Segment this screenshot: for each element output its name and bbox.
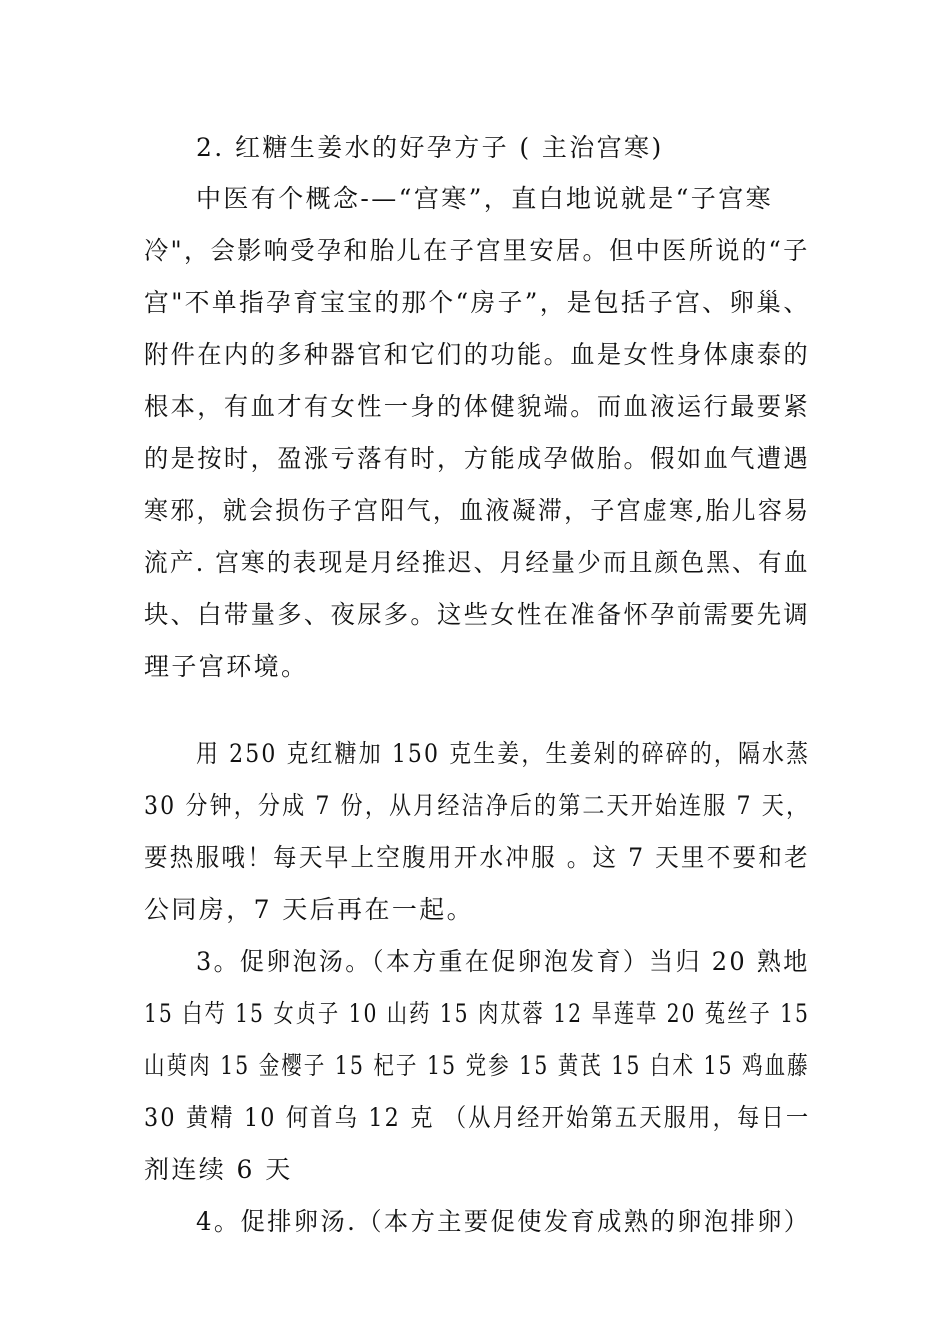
paragraph-line: 冷"，会影响受孕和胎儿在子宫里安居。但中医所说的“子 (144, 236, 810, 265)
paragraph-line: 理子宫环境。 (144, 652, 309, 681)
paragraph-line: 剂连续 6 天 (144, 1155, 293, 1184)
paragraph-line: 用 250 克红糖加 150 克生姜，生姜剁的碎碎的，隔水蒸 (196, 739, 811, 768)
paragraph-line: 公同房，7 天后再在一起。 (144, 895, 475, 924)
paragraph-line: 宫"不单指孕育宝宝的那个“房子”，是包括子宫、卵巢、 (144, 288, 811, 317)
paragraph-line: 寒邪，就会损伤子宫阳气，血液凝滞，子宫虚寒,胎儿容易 (144, 496, 811, 525)
section-heading-3: 3。促卵泡汤。（本方重在促卵泡发育）当归 20 熟地 (196, 947, 810, 976)
paragraph-line: 要热服哦！每天早上空腹用开水冲服 。这 7 天里不要和老 (144, 843, 810, 872)
paragraph-line: 附件在内的多种器官和它们的功能。血是女性身体康泰的 (144, 340, 811, 369)
paragraph-line: 的是按时，盈涨亏落有时，方能成孕做胎。假如血气遭遇 (144, 444, 811, 473)
paragraph-line: 山萸肉 15 金樱子 15 杞子 15 党参 15 黄芪 15 白术 15 鸡血藤 (144, 1051, 810, 1080)
paragraph-line: 流产. 宫寒的表现是月经推迟、月经量少而且颜色黑、有血 (144, 548, 810, 577)
section-heading-2: 2. 红糖生姜水的好孕方子 ( 主治宫寒) (196, 133, 664, 162)
section-heading-4: 4。促排卵汤.（本方主要促使发育成熟的卵泡排卵） (196, 1207, 811, 1236)
paragraph-line: 中医有个概念-—“宫寒”，直白地说就是“子宫寒 (196, 184, 773, 213)
paragraph-line: 根本，有血才有女性一身的体健貌端。而血液运行最要紧 (144, 392, 811, 421)
paragraph-line: 块、白带量多、夜尿多。这些女性在准备怀孕前需要先调 (144, 600, 811, 629)
paragraph-line: 30 分钟，分成 7 份，从月经洁净后的第二天开始连服 7 天， (144, 791, 811, 820)
paragraph-line: 15 白芍 15 女贞子 10 山药 15 肉苁蓉 12 旱莲草 20 菟丝子 15 (144, 999, 810, 1028)
paragraph-line: 30 黄精 10 何首乌 12 克 （从月经开始第五天服用，每日一 (144, 1103, 811, 1132)
